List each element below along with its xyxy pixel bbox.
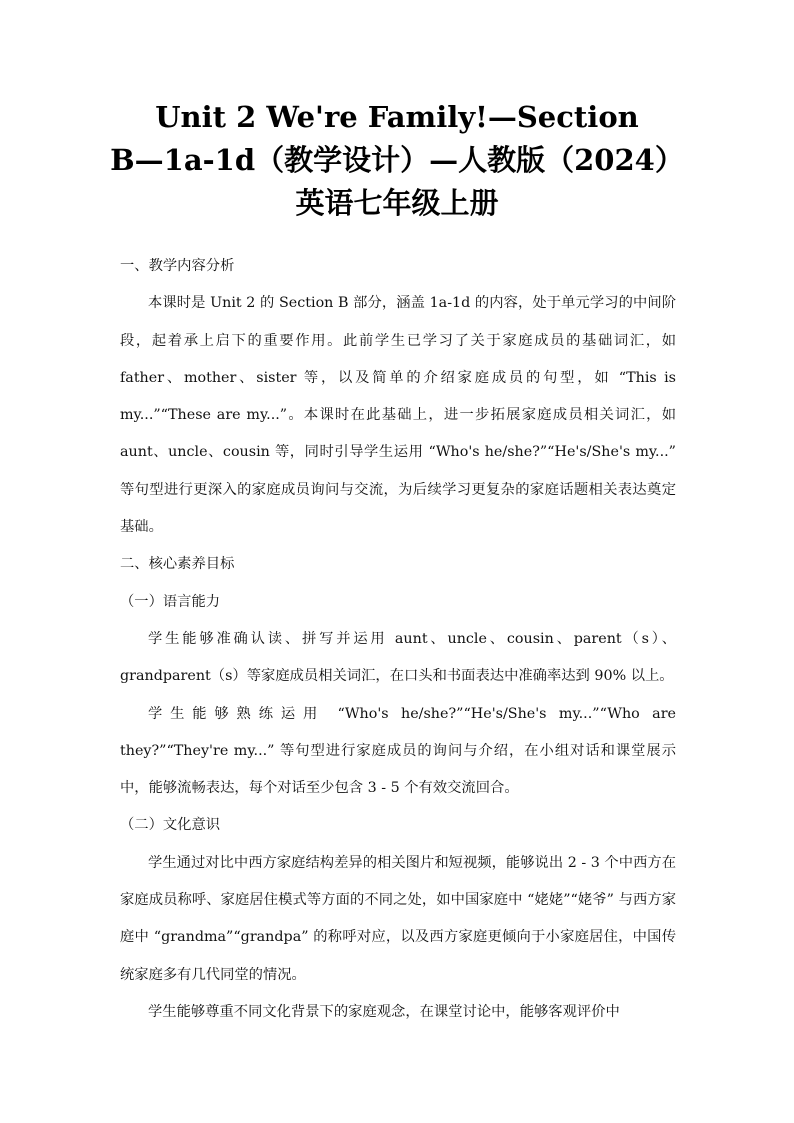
subheading-language: （一）语言能力 xyxy=(120,593,221,610)
title-line-2: B—1a-1d（教学设计）—人教版（2024） xyxy=(110,143,684,177)
section-heading-goals: 二、核心素养目标 xyxy=(120,556,235,573)
document-title xyxy=(90,96,704,225)
paragraph-analysis: 本课时是 Unit 2 的 Section B 部分，涵盖 1a-1d 的内容，处于单元学习的中间阶段，起着承上启下的重要作用。此前学生已学习了关于家庭成员的基础词汇，如 father、mother、sister 等，以及简单的介绍家庭成员的句型，如 “This is my...”“These are my...”。本课时在此基础上，进一步拓展家庭成员相关词汇，如 aunt、uncle、cousin 等，同时引导学生运用 “Who's he/she?”“He's/She's my...” 等句型进行更深入的家庭成员询问与交流，为后续学习更复杂的家庭话题相关表达奠定基础。 xyxy=(120,295,676,536)
document-body xyxy=(120,248,676,1031)
subheading-culture: （二）文化意识 xyxy=(120,817,221,834)
title-line-3: 英语七年级上册 xyxy=(295,186,499,220)
paragraph-language-1: 学生能够准确认读、拼写并运用 aunt、uncle、cousin、parent（s）、grandparent（s）等家庭成员相关词汇，在口头和书面表达中准确率达到 90% 以上。 xyxy=(120,630,676,685)
paragraph-culture-1: 学生通过对比中西方家庭结构差异的相关图片和短视频，能够说出 2 - 3 个中西方在家庭成员称呼、家庭居住模式等方面的不同之处，如中国家庭中 “姥姥”“姥爷” 与西方家庭中 “grandma”“grandpa” 的称呼对应，以及西方家庭更倾向于小家庭居住，中国传统家庭多有几代同堂的情况。 xyxy=(120,854,676,983)
section-heading-analysis: 一、教学内容分析 xyxy=(120,258,235,274)
title-line-1: Unit 2 We're Family!—Section xyxy=(155,100,639,134)
paragraph-language-2: 学生能够熟练运用 “Who's he/she?”“He's/She's my...”“Who are they?”“They're my...” 等句型进行家庭成员的询问与介绍，在小组对话和课堂展示中，能够流畅表达，每个对话至少包含 3 - 5 个有效交流回合。 xyxy=(120,705,676,797)
paragraph-culture-2: 学生能够尊重不同文化背景下的家庭观念，在课堂讨论中，能够客观评价中 xyxy=(148,1003,620,1020)
